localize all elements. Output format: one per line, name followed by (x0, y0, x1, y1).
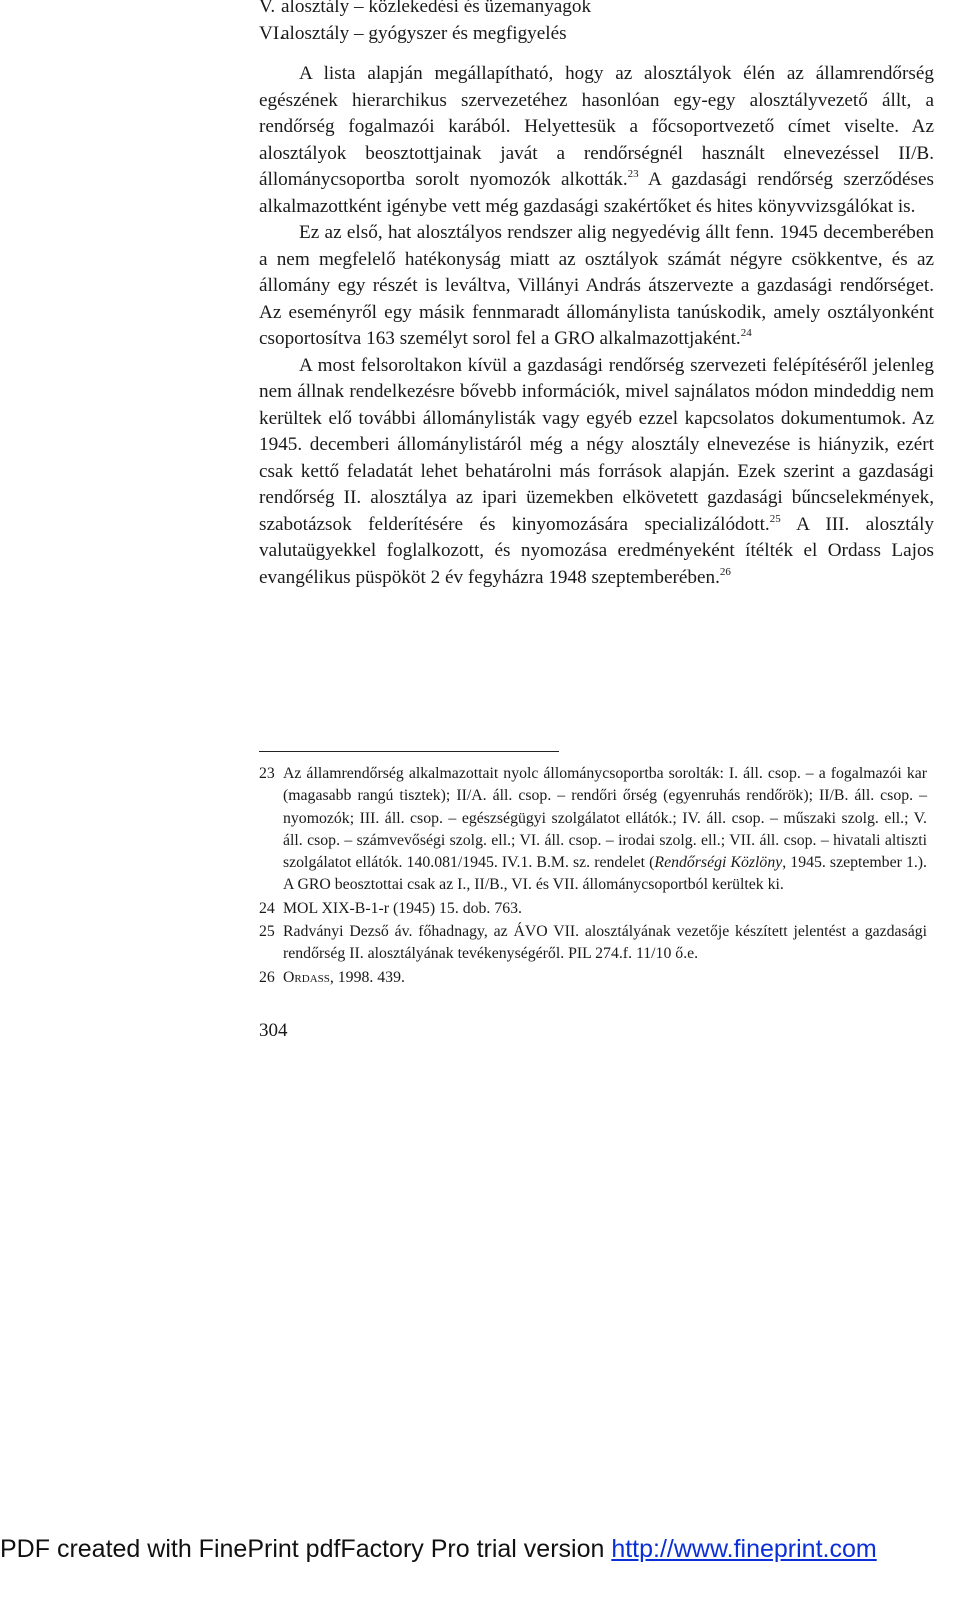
footnote-25 (259, 921, 927, 966)
footnote-text-cont: , 1945. szeptember 1.). A GRO beosztottai csak az I., II/B., VI. és VII. állománycsoportból kerültek ki. (283, 854, 927, 894)
footnote-text: , 1998. 439. (329, 968, 405, 986)
pdf-footer-banner (0, 1535, 960, 1564)
paragraph-3-cont: A III. alosztály valutaügyekkel foglalkozott, és nyomozása eredményeként ítélték el Ordass Lajos evangélikus püspököt 2 év fegyházra 1948 szeptemberében. (259, 513, 934, 588)
paragraph-1 (259, 61, 934, 220)
paragraph-3-text: A most felsoroltakon kívül a gazdasági rendőrség szervezeti felépítéséről jelenleg nem állnak rendelkezésre bővebb információk, mivel sajnálatos módon mindeddig nem kerültek elő további állománylisták vagy egyéb ezzel kapcsolatos dokumentumok. Az 1945. decemberi állománylistáról még a négy alosztály elnevezése is hiányzik, ezért csak kettő feladatát lehet behatárolni más források alapján. Ezek szerint a gazdasági rendőrség II. alosztálya az ipari üzemekben elkövetett gazdasági bűncselekmények, szabotázsok felderítésére és kinyomozására specializálódott. (259, 354, 934, 535)
list-item-number: V. (259, 0, 276, 17)
footnote-ref-23: 23 (627, 168, 639, 180)
footnote-ref-26: 26 (719, 565, 731, 578)
paragraph-1-text: A lista alapján megállapítható, hogy az alosztályok élén az államrendőrség egészének hierarchikus szervezetéhez hasonlóan egy-egy alosztályvezető állt, a rendőrség fogalmazói karából. Helyettesük a főcsoportvezető címet viselte. Az alosztályok beosztottjainak javát a rendőrségnél használt elnevezéssel II/B. állománycsoportba sorolt nyomozók alkották. (259, 63, 934, 190)
footnote-23 (259, 763, 927, 897)
footnote-ref-24: 24 (740, 327, 752, 339)
footer-link[interactable]: http://www.fineprint.com (611, 1535, 877, 1563)
footnotes (259, 763, 927, 990)
list-item-text: alosztály – gyógyszer és megfigyelés (281, 22, 567, 44)
footnote-number: 26 (259, 968, 275, 986)
footnote-text: Az államrendőrség alkalmazottait nyolc állománycsoportba sorolták: I. áll. csop. – a fogalmazói kar (magasabb rangú tisztek); II/A. áll. csop. – rendőri őrség (egyenruhás rendőrök); II/B. áll. csop. – nyomozók; III. áll. csop. – egészségügyi szolgálatot ellátók.; IV. áll. csop. – műszaki szolg. ell.; V. áll. csop. – számvevőségi szolg. ell.; VI. áll. csop. – irodai szolg. ell.; VII. áll. csop. – hivatali altiszti szolgálatot ellátók. 140.081/1945. IV.1. B.M. sz. rendelet ( (283, 765, 927, 872)
footnote-number: 24 (259, 899, 275, 917)
footnote-ref-25: 25 (769, 512, 781, 525)
paragraph-3 (259, 353, 934, 592)
footnote-number: 23 (259, 765, 275, 782)
footnote-author: Ordass (283, 968, 330, 986)
list-item (259, 0, 934, 21)
main-text (259, 0, 934, 591)
footnote-separator (259, 751, 559, 752)
paragraph-1-cont: A gazdasági rendőrség szerződéses alkalmazottként igénybe vett még gazdasági szakértőket és hites könyvvizsgálókat is. (259, 169, 934, 217)
paragraph-2 (259, 220, 934, 353)
footnote-number: 25 (259, 923, 275, 941)
paragraph-2-text: Ez az első, hat alosztályos rendszer alig negyedévig állt fenn. 1945 decemberében a nem megfelelő hatékonyság miatt az osztályok számát négyre csökkentve, és az állomány egy részét is leváltva, Villányi András átszervezte a gazdasági rendőrséget. Az eseményről egy másik fennmaradt állománylista tanúskodik, amely osztályonként csoportosítva 163 személyt sorol fel a GRO alkalmazottjaként. (259, 222, 934, 349)
list-item-text: alosztály – közlekedési és üzemanyagok (281, 0, 592, 17)
footnote-text: MOL XIX-B-1-r (1945) 15. dob. 763. (283, 899, 522, 917)
list-item (259, 21, 934, 48)
footnote-24 (259, 898, 927, 920)
footer-text: PDF created with FinePrint pdfFactory Pro trial version (0, 1535, 612, 1563)
footnote-text: Radványi Dezső áv. főhadnagy, az ÁVO VII. alosztályának vezetője készített jelentést a gazdasági rendőrség II. alosztályának tevékenységéről. PIL 274.f. 11/10 ő.e. (283, 923, 927, 963)
footnote-26 (259, 967, 927, 989)
footnote-italic-title: Rendőrségi Közlöny (654, 854, 783, 872)
page-number: 304 (259, 1020, 288, 1041)
list-item-number: VI. (259, 22, 285, 44)
